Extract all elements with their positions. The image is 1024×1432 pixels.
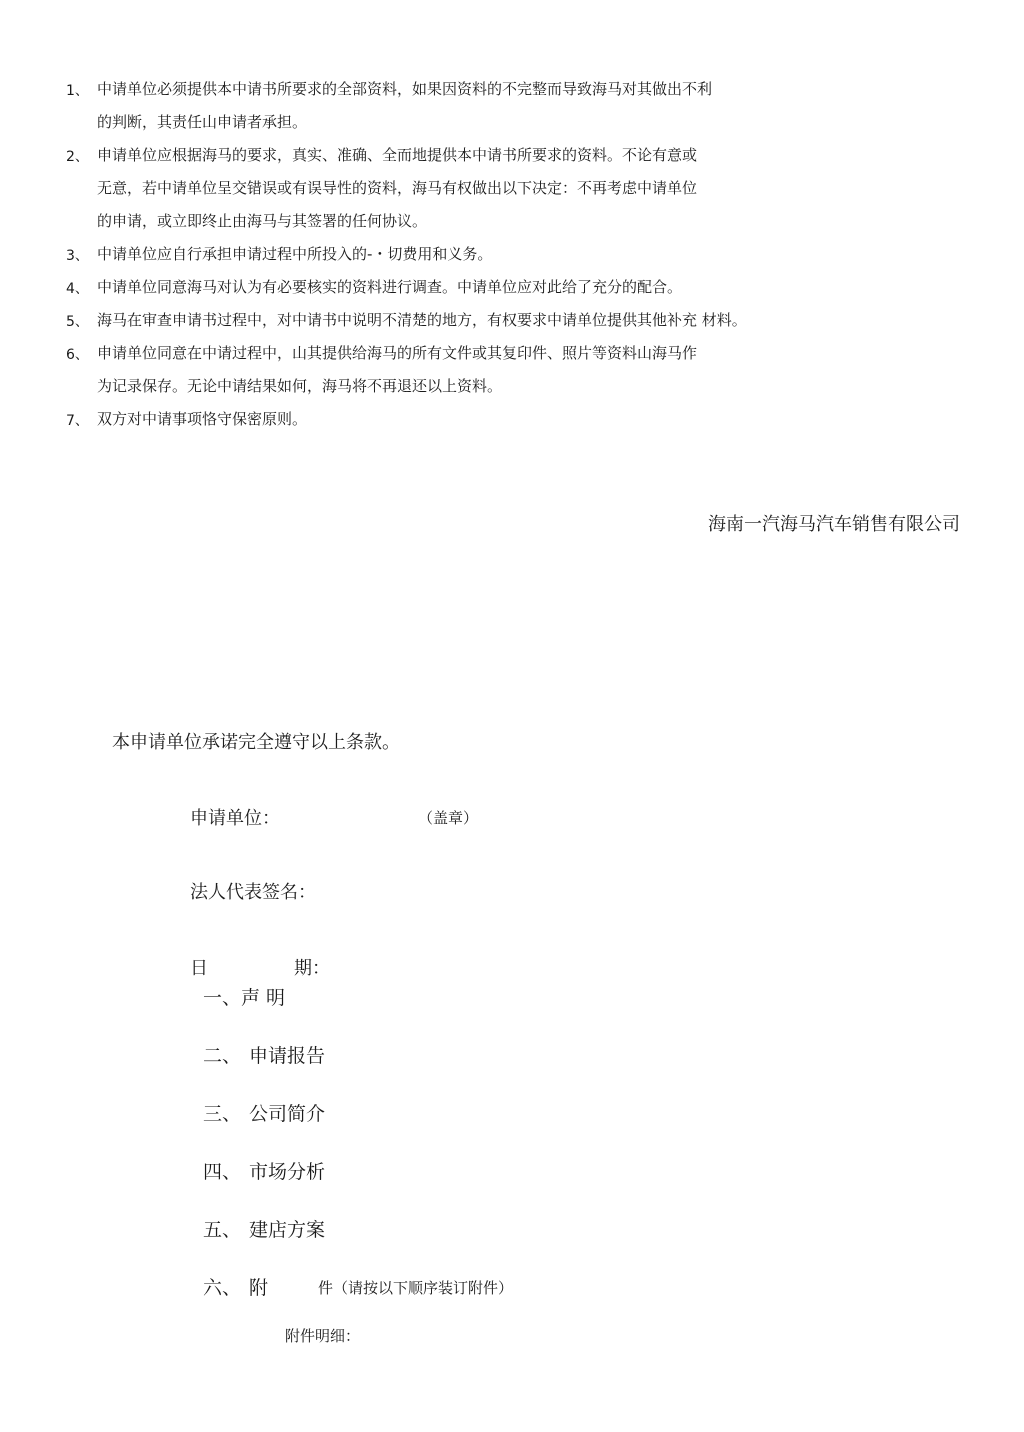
- toc-number: 三、: [203, 1103, 242, 1125]
- toc-number: 四、: [203, 1161, 242, 1183]
- term-number: 2、: [66, 149, 89, 165]
- attachment-detail-label: 附件明细：: [285, 1327, 361, 1345]
- term-number: 1、: [66, 83, 89, 99]
- term-line: 中请单位必须提供本中请书所要求的全部资料，如果因资料的不完整而导致海马对其做出不利: [97, 80, 713, 98]
- toc-item: [203, 1157, 325, 1184]
- toc-item: [203, 1099, 325, 1126]
- company-name: 海南一汽海马汽车销售有限公司: [708, 514, 960, 535]
- term-number: 3、: [66, 248, 89, 264]
- term-item-7: [0, 408, 1024, 432]
- toc-item: [203, 1273, 268, 1300]
- toc-item: [203, 1215, 325, 1242]
- term-line: 为记录保存。无论中请结果如何，海马将不再退还以上资料。: [97, 377, 503, 395]
- term-line: 申请单位同意在中请过程中，山其提供给海马的所有文件或其复印件、照片等资料山海马作: [97, 344, 698, 362]
- term-line: 无意，若中请单位呈交错误或有误导性的资料，海马有权做出以下决定：不再考虑中请单位: [97, 179, 698, 197]
- toc-label: 公司简介: [249, 1103, 326, 1125]
- toc-label: 附: [249, 1277, 269, 1299]
- applicant-label: 申请单位：: [190, 808, 280, 829]
- seal-label: （盖章）: [418, 809, 479, 827]
- term-number: 6、: [66, 347, 89, 363]
- toc-item: [203, 1041, 325, 1068]
- toc-number: 二、: [203, 1045, 242, 1067]
- signature-label: 法人代表签名：: [190, 882, 316, 903]
- toc-label: 申请报告: [249, 1045, 326, 1067]
- term-item-6: [0, 342, 1024, 398]
- term-line: 双方对中请事项恪守保密原则。: [97, 410, 308, 428]
- term-number: 7、: [66, 413, 89, 429]
- date-label-second: 期：: [294, 958, 330, 979]
- toc-number: 五、: [203, 1219, 242, 1241]
- term-number: 4、: [66, 281, 89, 297]
- term-item-3: [0, 243, 1024, 267]
- term-item-5: [0, 309, 1024, 333]
- term-line: 中请单位同意海马对认为有必要核实的资料进行调查。中请单位应对此给了充分的配合。: [97, 278, 683, 296]
- toc-label: 建店方案: [249, 1219, 326, 1241]
- toc-label: 市场分析: [249, 1161, 326, 1183]
- term-line: 申请单位应根据海马的要求，真实、准确、全而地提供本中请书所要求的资料。不论有意或: [97, 146, 698, 164]
- toc-number: 一、: [203, 987, 242, 1009]
- term-line: 中请单位应自行承担申请过程中所投入的-・切费用和义务。: [97, 245, 493, 263]
- term-line: 海马在审查申请书过程中，对中请书中说明不清楚的地方，有权要求中请单位提供其他补充 材料。: [97, 311, 747, 329]
- term-item-4: [0, 276, 1024, 300]
- toc-item: [203, 983, 285, 1010]
- term-item-2: [0, 144, 1024, 234]
- term-line: 的判断，其责任山申请者承担。: [97, 113, 308, 131]
- toc-item-note: 件（请按以下顺序装订附件）: [318, 1279, 514, 1297]
- pledge-statement: 本申请单位承诺完全遵守以上条款。: [112, 732, 400, 753]
- term-line: 的申请，或立即终止由海马与其签署的任何协议。: [97, 212, 428, 230]
- toc-number: 六、: [203, 1277, 242, 1299]
- term-item-1: [0, 78, 1024, 131]
- toc-label: 声 明: [241, 987, 286, 1009]
- term-number: 5、: [66, 314, 89, 330]
- date-label-first: 日: [190, 958, 208, 979]
